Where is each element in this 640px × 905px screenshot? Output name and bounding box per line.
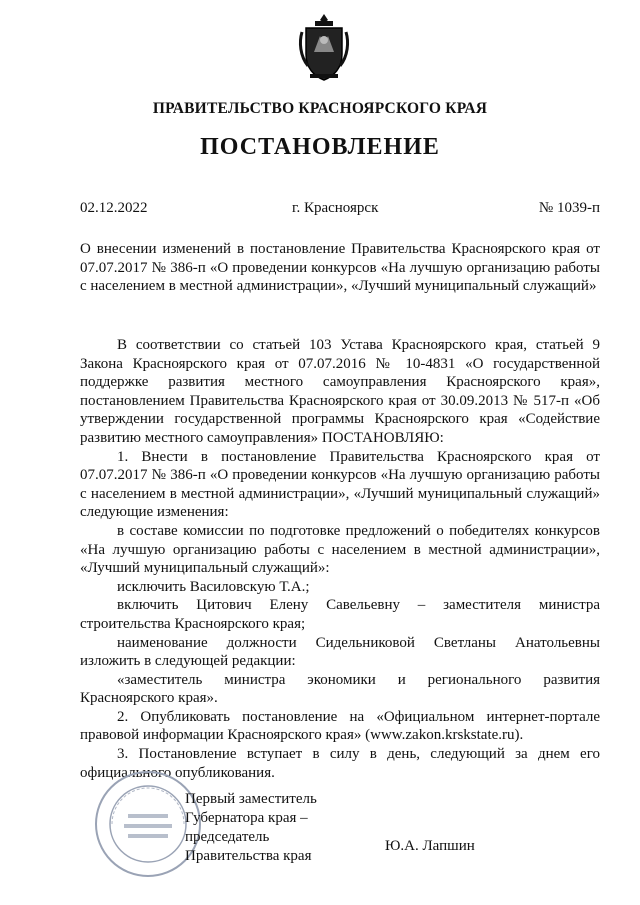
document-subject: О внесении изменений в постановление Правительства Красноярского края от 07.07.2017 № 386-п «О проведении конкурсов «На лучшую организацию работы с населением в местной администрации», «Лучший муниципальный служащий» xyxy=(80,241,600,294)
body-paragraph: В соответствии со статьей 103 Устава Красноярского края, статьей 9 Закона Красноярского края от 07.07.2016 № 10-4831 «О государственной поддержке развития местного самоуправления Красноярского края», постановлением Правительства Красноярского края от 30.09.2013 № 517-п «Об утверждении государственной программы Красноярского края «Содействие развитию местного самоуправления» ПОСТАНОВЛЯЮ: xyxy=(80,337,600,446)
body-paragraph: 3. Постановление вступает в силу в день, следующий за днем его официального опубликования. xyxy=(80,746,600,781)
document-date: 02.12.2022 xyxy=(80,200,148,216)
signatory-line: председатель xyxy=(185,829,270,845)
government-title: ПРАВИТЕЛЬСТВО КРАСНОЯРСКОГО КРАЯ xyxy=(152,100,488,117)
body-paragraph: включить Цитович Елену Савельевну – заместителя министра строительства Красноярского края; xyxy=(80,597,600,632)
signatory-line: Губернатора края – xyxy=(185,810,308,826)
body-paragraph: в составе комиссии по подготовке предложений о победителях конкурсов «На лучшую организацию работы с населением в местной администрации», «Лучший муниципальный служащий»: xyxy=(80,522,600,577)
body-paragraph: исключить Василовскую Т.А.; xyxy=(117,578,310,595)
signatory-line: Первый заместитель xyxy=(185,791,317,807)
document-type-title: ПОСТАНОВЛЕНИЕ xyxy=(200,134,440,160)
document-body xyxy=(80,336,600,782)
body-paragraph: 1. Внести в постановление Правительства Красноярского края от 07.07.2017 № 386-п «О проведении конкурсов «На лучшую организацию работы с населением в местной администрации», «Лучший муниципальный служащий» следующие изменения: xyxy=(80,448,600,521)
document-number: № 1039-п xyxy=(538,200,600,216)
coat-of-arms-icon xyxy=(298,12,350,84)
document-city: г. Красноярск xyxy=(292,200,379,216)
body-paragraph: наименование должности Сидельниковой Светланы Анатольевны изложить в следующей редакции: xyxy=(80,634,600,670)
signatory-position xyxy=(185,790,317,866)
signatory-line: Правительства края xyxy=(185,848,312,864)
body-paragraph: «заместитель министра экономики и регионального развития Красноярского края». xyxy=(80,671,600,707)
body-paragraph: 2. Опубликовать постановление на «Официальном интернет-портале правовой информации Красноярского края» (www.zakon.krskstate.ru). xyxy=(80,708,600,744)
signatory-name: Ю.А. Лапшин xyxy=(385,838,475,854)
